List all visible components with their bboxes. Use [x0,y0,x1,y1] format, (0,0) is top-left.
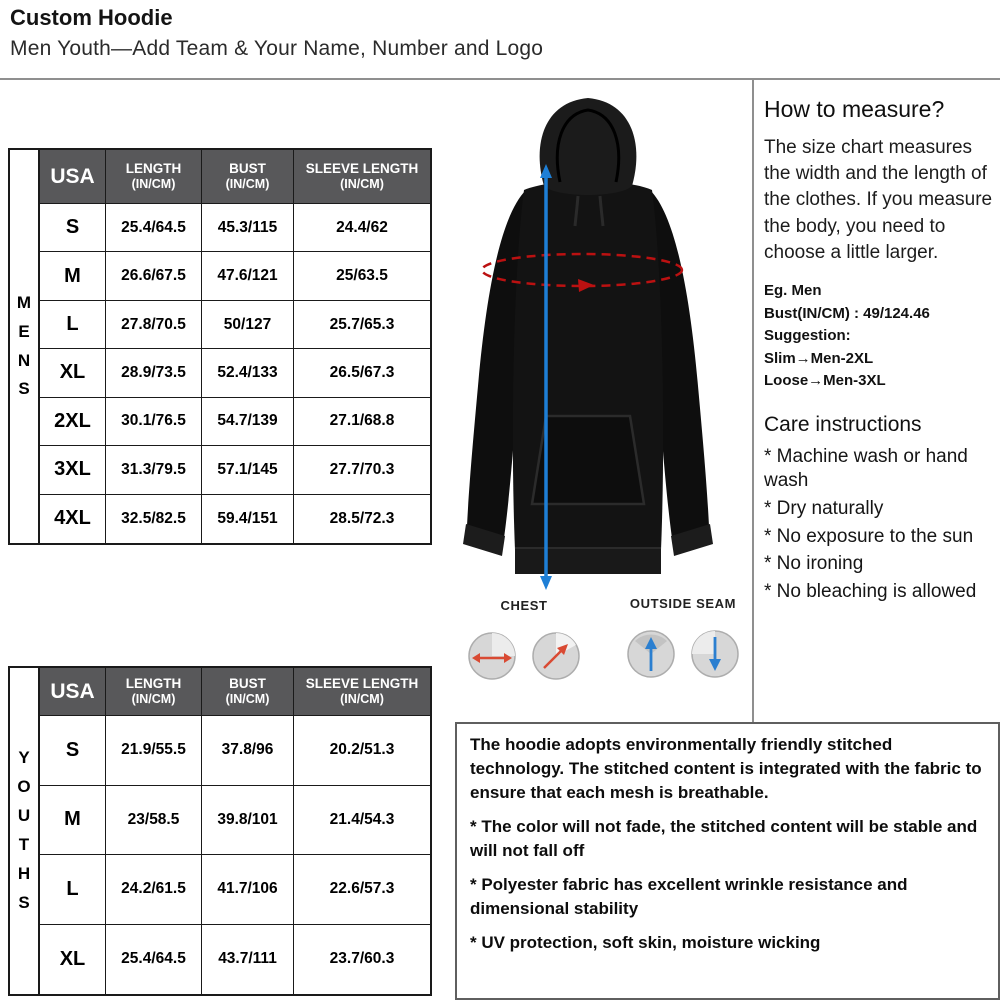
feature-item: * UV protection, soft skin, moisture wicking [470,932,821,952]
side-letter: S [18,892,30,912]
care-item: * No exposure to the sun [764,525,974,547]
side-letter: T [18,835,30,854]
suggestion-line: Bust(IN/CM) : 49/124.46 [764,304,930,322]
care-item: * Machine wash or hand wash [764,445,968,492]
bust-cell: 41.7/106 [202,855,294,925]
size-cell: XL [40,349,106,397]
size-cell: M [40,252,106,300]
side-letter: U [17,806,31,826]
size-cell: 3XL [40,446,106,494]
sleeve-cell: 21.4/54.3 [294,786,430,856]
col-header-usa: USA [40,668,106,716]
col-header-bust [202,668,294,716]
features-intro: The hoodie adopts environmentally friendly stitched technology. The stitched content is integrated with the fabric to ensure that each mesh is breathable. [470,735,982,803]
col-header-length [106,150,202,204]
sleeve-cell: 24.4/62 [294,204,430,252]
youths-size-grid [38,668,430,994]
length-cell: 30.1/76.5 [106,398,202,446]
sleeve-cell: 27.7/70.3 [294,446,430,494]
length-cell: 26.6/67.5 [106,252,202,300]
size-cell: M [40,786,106,856]
length-cell: 21.9/55.5 [106,716,202,786]
size-cell: XL [40,925,106,995]
suggestion-line: Slim→Men-2XL [764,349,874,367]
side-letter: Y [18,748,30,768]
bust-cell: 50/127 [202,301,294,349]
side-letter: O [17,777,31,797]
bust-cell: 57.1/145 [202,446,294,494]
length-cell: 32.5/82.5 [106,495,202,543]
length-cell: 31.3/79.5 [106,446,202,494]
youths-vertical-label [10,668,38,994]
length-cell: 28.9/73.5 [106,349,202,397]
bust-cell: 43.7/111 [202,925,294,995]
seam-up-arrow-icon [626,629,676,679]
size-suggestion-block [764,280,997,393]
sleeve-cell: 22.6/57.3 [294,855,430,925]
chest-icon-row [458,631,590,681]
side-letter: S [18,379,30,399]
feature-item: * Polyester fabric has excellent wrinkle resistance and dimensional stability [470,874,908,918]
care-item: * No ironing [764,553,864,575]
col-header-line: (IN/CM) [225,692,270,707]
bust-cell: 45.3/115 [202,204,294,252]
mens-vertical-label [10,150,38,543]
outside-seam-label: OUTSIDE SEAM [629,596,737,611]
bust-cell: 37.8/96 [202,716,294,786]
col-header-line: SLEEVE LENGTH [305,675,419,691]
suggestion-line: Loose→Men-3XL [764,372,886,390]
sleeve-cell: 23.7/60.3 [329,950,395,968]
feature-item: * The color will not fade, the stitched content will be stable and will not fall off [470,817,978,861]
mens-size-table [8,148,432,545]
bust-cell: 52.4/133 [202,349,294,397]
header-divider [0,78,1000,80]
how-to-measure-panel [764,96,997,608]
col-header-sleeve [294,150,430,204]
size-cell: 4XL [40,495,106,543]
col-header-line: LENGTH [125,675,182,691]
bust-cell: 47.6/121 [202,252,294,300]
outside-seam-icon-row [612,629,754,679]
bust-cell: 39.8/101 [202,786,294,856]
chest-fold-icon [531,631,581,681]
care-instructions-title: Care instructions [764,412,922,436]
col-header-line: BUST [229,675,266,691]
sleeve-cell: 27.1/68.8 [294,398,430,446]
chest-label: CHEST [500,598,548,613]
col-header-usa: USA [40,150,106,204]
col-header-bust [202,150,294,204]
page-title: Custom Hoodie [10,5,173,30]
side-letter: M [16,292,32,312]
hoodie-illustration [432,86,744,594]
pocket-outline [532,416,644,504]
size-cell: L [40,301,106,349]
col-header-line: (IN/CM) [131,692,176,707]
length-cell: 23/58.5 [106,786,202,856]
col-header-line: SLEEVE LENGTH [305,160,419,176]
page-subtitle: Men Youth—Add Team & Your Name, Number and Logo [10,37,544,60]
col-header-line: (IN/CM) [340,692,384,707]
how-to-measure-title: How to measure? [764,96,945,122]
col-header-line: (IN/CM) [131,177,176,192]
sleeve-cell: 20.2/51.3 [294,716,430,786]
col-header-line: LENGTH [125,160,182,176]
side-letter: H [17,863,31,883]
care-item: * No bleaching is allowed [764,581,977,603]
length-cell: 25.4/64.5 [106,925,202,995]
sleeve-cell: 25.7/65.3 [294,301,430,349]
youths-size-table [8,666,432,996]
col-header-sleeve [294,668,430,716]
product-features-box [455,722,1000,1000]
mens-size-grid [38,150,430,543]
size-cell: L [40,855,106,925]
outside-seam-measure-group [612,596,754,679]
size-cell: S [40,716,106,786]
how-to-measure-text: The size chart measures the width and the length of the clothes. If you measure the body, you need to choose a little larger. [764,137,993,263]
length-cell: 27.8/70.5 [106,301,202,349]
seam-down-arrow-icon [690,629,740,679]
col-header-line: BUST [229,160,266,176]
sleeve-cell: 25/63.5 [294,252,430,300]
bust-cell: 54.7/139 [202,398,294,446]
length-cell: 24.2/61.5 [106,855,202,925]
care-instructions-list [764,445,997,605]
hoodie-product-image [432,86,744,594]
col-header-length [106,668,202,716]
sleeve-cell: 28.5/72.3 [329,509,395,527]
length-cell: 25.4/64.5 [106,204,202,252]
side-letter: N [17,350,31,370]
suggestion-line: Suggestion: [764,327,851,345]
col-header-line: (IN/CM) [225,177,270,192]
sleeve-cell: 26.5/67.3 [294,349,430,397]
suggestion-line: Eg. Men [764,282,822,300]
chest-width-icon [467,631,517,681]
chest-measure-group [458,598,590,681]
col-header-line: (IN/CM) [340,177,384,192]
side-letter: E [18,321,30,341]
bust-cell: 59.4/151 [202,495,294,543]
size-cell: 2XL [40,398,106,446]
care-item: * Dry naturally [764,497,884,519]
size-cell: S [40,204,106,252]
